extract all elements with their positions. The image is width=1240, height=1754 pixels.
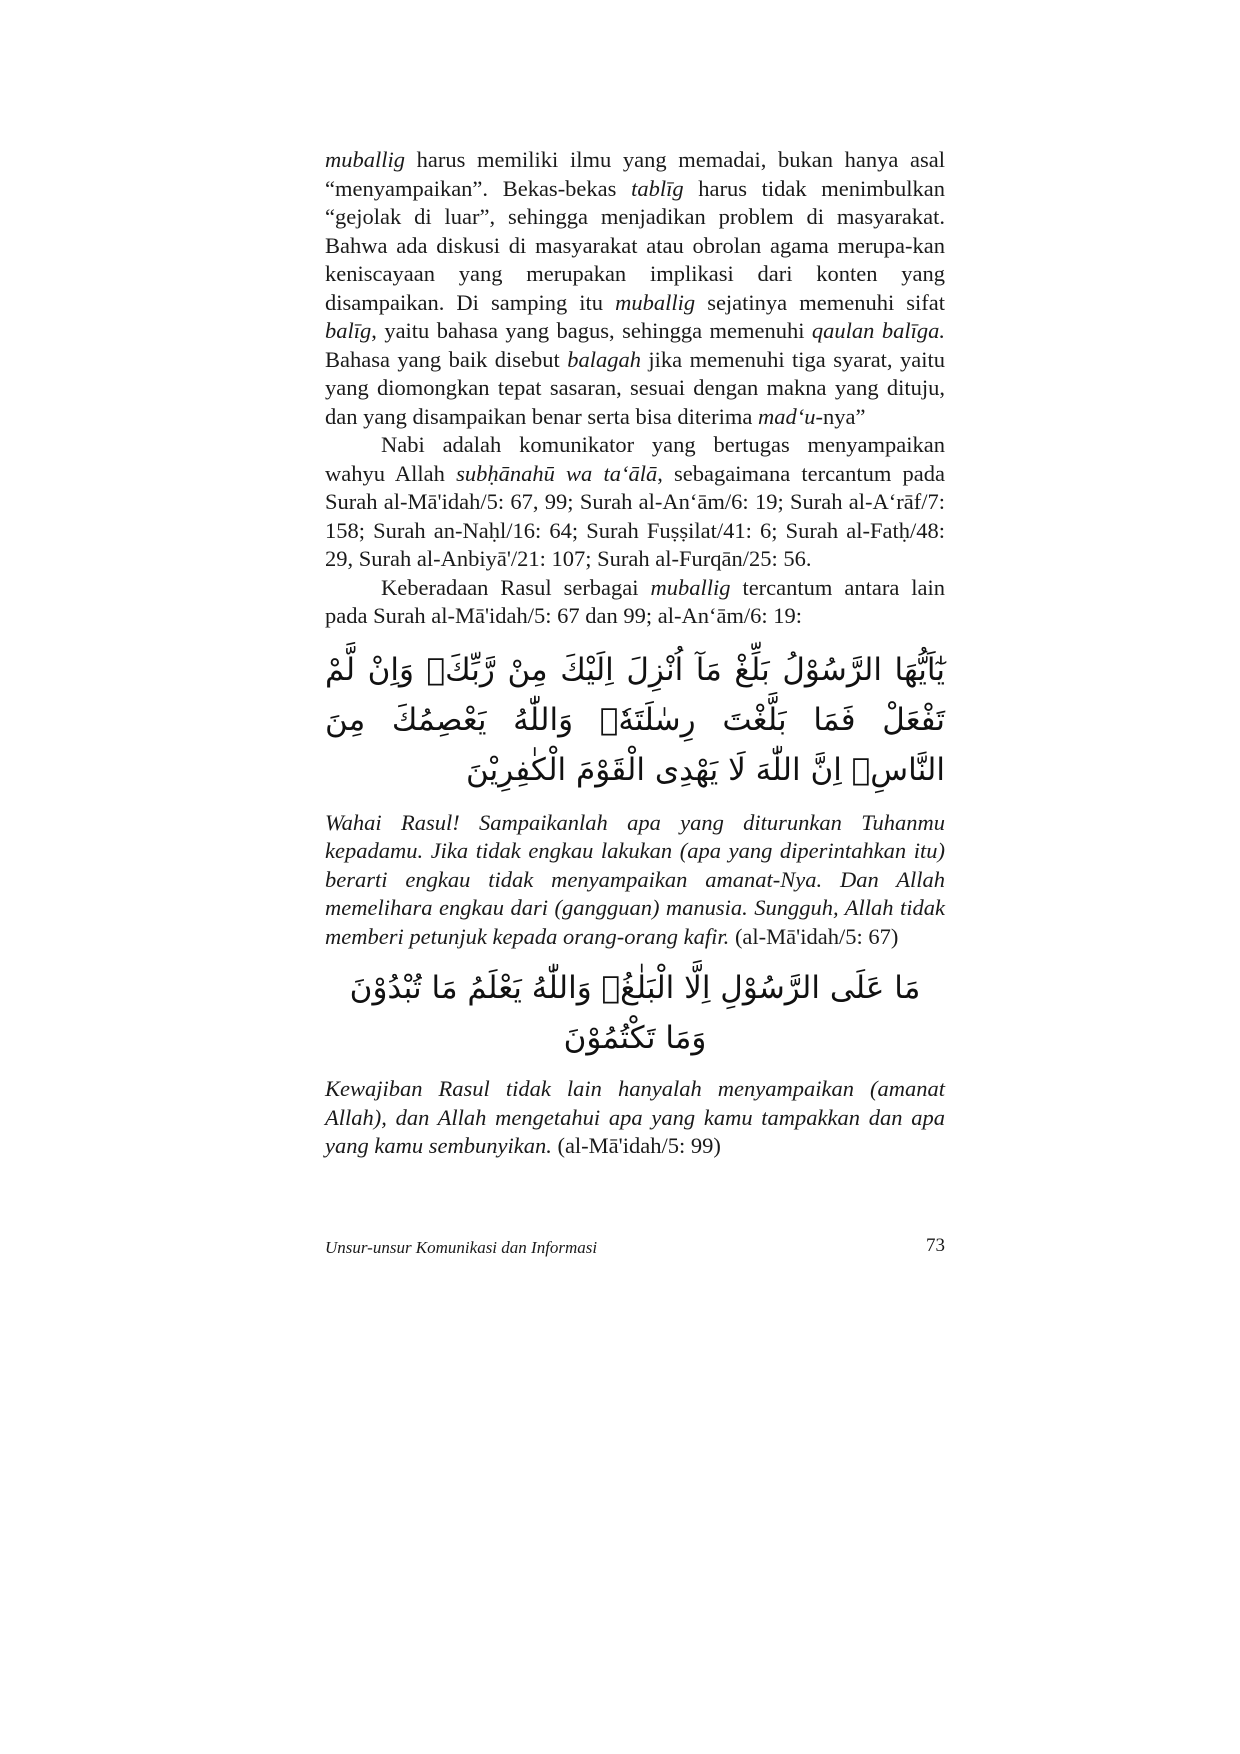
arabic-verse-almaidah-99: مَا عَلَى الرَّسُوْلِ اِلَّا الْبَلٰغُۗ وَاللّٰهُ يَعْلَمُ مَا تُبْدُوْنَ وَمَا تَكْتُمُوْنَ xyxy=(349,970,921,1056)
text-span: harus memiliki ilmu yang memadai, bukan hanya asal “menyampaikan”. Bekas-bekas xyxy=(325,147,945,201)
verse-reference: (al-Mā'idah/5: 99) xyxy=(551,1133,721,1158)
text-span: tercantum antara lain pada Surah al-Mā'idah/5: 67 dan 99; al-An‘ām/6: 19: xyxy=(325,574,945,628)
running-footer-title: Unsur-unsur Komunikasi dan Informasi xyxy=(325,1238,598,1257)
term-subhanahu: subḥānahū wa ta‘ālā xyxy=(456,460,658,486)
term-muballig: muballig xyxy=(650,574,731,600)
text-span: sejatinya memenuhi sifat xyxy=(695,289,946,315)
arabic-verse-almaidah-67: يٰٓاَيُّهَا الرَّسُوْلُ بَلِّغْ مَآ اُنْزِلَ اِلَيْكَ مِنْ رَّبِّكَۗ وَاِنْ لَّمْ تَفْعَلْ فَمَا بَلَّغْتَ رِسٰلَتَهٗۗ وَاللّٰهُ يَعْصِمُكَ مِنَ النَّاسِۗ اِنَّ اللّٰهَ لَا يَهْدِى الْقَوْمَ الْكٰفِرِيْنَ xyxy=(325,651,945,788)
term-balagah: balagah xyxy=(567,346,641,372)
text-span: Bahasa yang baik disebut xyxy=(325,346,568,372)
text-span: Keberadaan Rasul serbagai xyxy=(381,574,651,600)
text-span: -nya” xyxy=(815,403,866,429)
page-body xyxy=(325,146,945,1161)
term-madu: mad‘u xyxy=(757,403,816,429)
term-qaulan-baliga: qaulan balīga. xyxy=(811,318,945,343)
term-muballig: muballig xyxy=(325,147,406,172)
verse-reference: (al-Mā'idah/5: 67) xyxy=(729,923,899,949)
text-span: , yaitu bahasa yang bagus, sehingga memenuhi xyxy=(371,318,812,343)
text-span: Nabi adalah komunikator yang bertugas menyampaikan wahyu Allah xyxy=(325,432,945,486)
paragraph-rasul-muballig xyxy=(325,574,945,631)
term-tablig: tablīg xyxy=(631,175,684,201)
paragraph-nabi-communicator xyxy=(325,431,945,574)
page-number: 73 xyxy=(926,1235,945,1256)
translation-text: Wahai Rasul! Sampaikanlah apa yang diturunkan Tuhanmu kepadamu. Jika tidak engkau lakukan (apa yang diperintahkan itu) berarti engkau tidak menyampaikan amanat-Nya. Dan Allah memelihara engkau dari (gangguan) manusia. Sungguh, Allah tidak memberi petunjuk kepada orang-orang kafir. xyxy=(325,809,945,949)
term-balig: balīg xyxy=(325,318,372,343)
translation-almaidah-99 xyxy=(325,1075,945,1161)
text-span: harus tidak menimbulkan “gejolak di luar”, sehingga menjadikan problem di masyarakat. Bahwa ada diskusi di masyarakat atau obrolan agama merupa-kan keniscayaan yang merupakan implikasi dari konten yang disampaikan. Di samping itu xyxy=(325,175,946,315)
text-span: jika memenuhi tiga syarat, yaitu yang diomongkan tepat sasaran, sesuai dengan makna yang dituju, dan yang disampaikan benar serta bisa diterima xyxy=(325,346,945,429)
term-muballig: muballig xyxy=(615,289,696,315)
translation-almaidah-67 xyxy=(325,809,945,952)
text-span: , sebagaimana tercantum pada Surah al-Mā'idah/5: 67, 99; Surah al-An‘ām/6: 19; Surah al-A‘rāf/7: 158; Surah an-Naḥl/16: 64; Surah Fuṣṣilat/41: 6; Surah al-Fatḥ/48: 29, Surah al-Anbiyā'/21: 107; Surah al-Furqān/25: 56. xyxy=(325,460,946,571)
paragraph-muballig-requirements xyxy=(325,146,945,431)
translation-text: Kewajiban Rasul tidak lain hanyalah menyampaikan (amanat Allah), dan Allah mengetahui apa yang kamu tampakkan dan apa yang kamu sembunyikan. xyxy=(325,1076,945,1158)
